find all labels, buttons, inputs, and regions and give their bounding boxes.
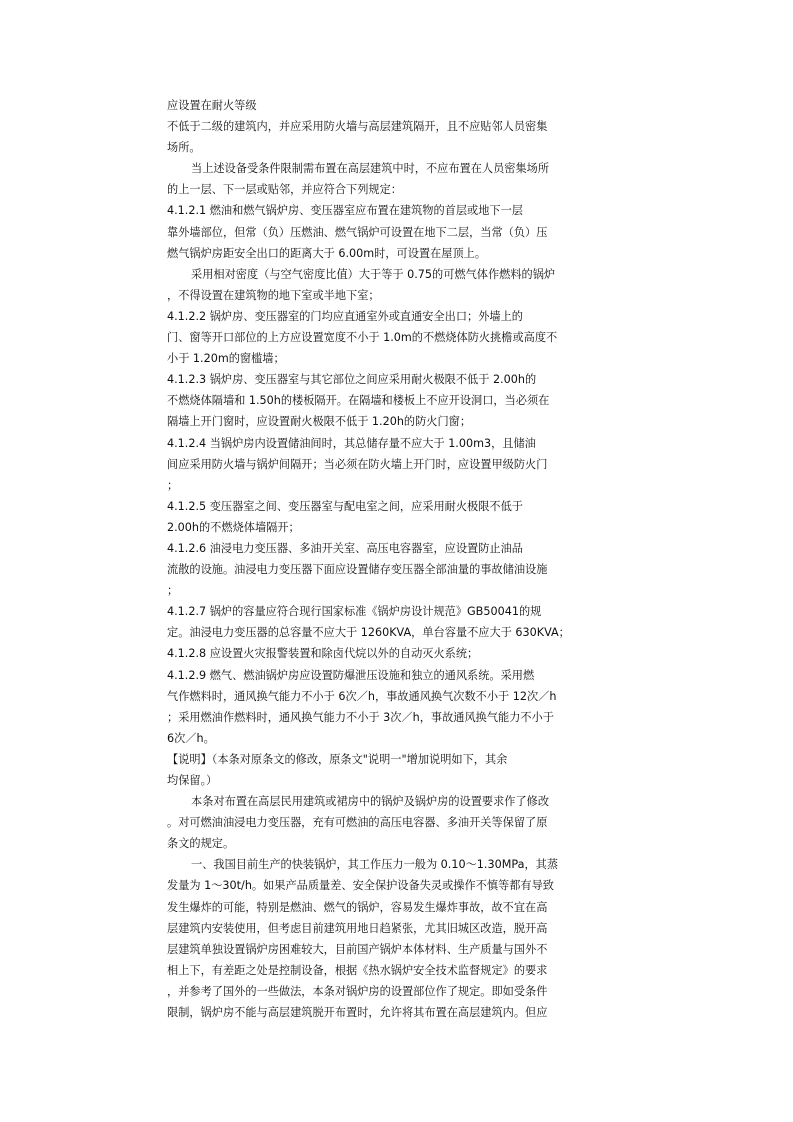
- text-line: 4.1.2.7 锅炉的容量应符合现行国家标准《锅炉房设计规范》GB50041的规: [167, 605, 542, 619]
- text-line: 不低于二级的建筑内，并应采用防火墙与高层建筑隔开，且不应贴邻人员密集: [167, 120, 548, 134]
- text-line: 发生爆炸的可能，特别是燃油、燃气的锅炉，容易发生爆炸事故，故不宜在高: [167, 900, 548, 914]
- document-body: [167, 95, 592, 1023]
- text-line: 的上一层、下一层或贴邻，并应符合下列规定：: [167, 183, 402, 197]
- text-line: 气作燃料时，通风换气能力不小于 6次／h，事故通风换气次数不小于 12次／h: [167, 689, 557, 703]
- text-line: ，并参考了国外的一些做法，本条对锅炉房的设置部位作了规定。即如受条件: [167, 984, 548, 998]
- text-line: 4.1.2.4 当锅炉房内设置储油间时，其总储存量不应大于 1.00m3，且储油: [167, 436, 536, 450]
- text-line: 当上述设备受条件限制需布置在高层建筑中时，不应布置在人员密集场所: [191, 162, 550, 176]
- text-line: 层建筑单独设置锅炉房困难较大，目前国产锅炉本体材料、生产质量与国外不: [167, 942, 548, 956]
- text-line: 隔墙上开门窗时，应设置耐火极限不低于 1.20h的防火门窗；: [167, 415, 472, 429]
- text-line: 均保留。）: [167, 774, 218, 787]
- text-line: 4.1.2.6 油浸电力变压器、多油开关室、高压电容器室，应设置防止油品: [167, 541, 523, 555]
- text-line: 4.1.2.9 燃气、燃油锅炉房应设置防爆泄压设施和独立的通风系统。采用燃: [167, 668, 535, 682]
- text-line: ；: [167, 478, 179, 492]
- text-line: 燃气锅炉房距安全出口的距离大于 6.00m时，可设置在屋顶上。: [167, 246, 487, 260]
- text-line: 间应采用防火墙与锅炉间隔开；当必须在防火墙上开门时，应设置甲级防火门: [167, 457, 548, 471]
- text-line: ；采用燃油作燃料时，通风换气能力不小于 3次／h，事故通风换气能力不小于: [167, 710, 554, 724]
- text-line: 一、我国目前生产的快装锅炉，其工作压力一般为 0.10～1.30MPa，其蒸: [191, 858, 559, 872]
- text-line: 2.00h的不燃烧体墙隔开；: [167, 520, 300, 534]
- text-line: ；: [167, 584, 179, 598]
- text-line: 相上下，有差距之处是控制设备，根据《热水锅炉安全技术监督规定》的要求: [167, 963, 548, 977]
- text-line: 应设置在耐火等级: [167, 99, 257, 112]
- text-line: ，不得设置在建筑物的地下室或半地下室；: [167, 288, 380, 302]
- text-line: 层建筑内安装使用，但考虑目前建筑用地日趋紧张，尤其旧城区改造，脱开高: [167, 921, 548, 935]
- text-line: 4.1.2.1 燃油和燃气锅炉房、变压器室应布置在建筑物的首层或地下一层: [167, 204, 523, 218]
- text-line: 。对可燃油油浸电力变压器，充有可燃油的高压电容器、多油开关等保留了原: [167, 816, 548, 830]
- text-line: 小于 1.20m的窗槛墙；: [167, 352, 285, 366]
- text-line: 发量为 1～30t/h。如果产品质量差、安全保护设备失灵或操作不慎等都有导致: [167, 879, 554, 893]
- text-line: 【说明】（本条对原条文的修改，原条文"说明一"增加说明如下，其余: [167, 752, 508, 766]
- text-line: 4.1.2.5 变压器室之间、变压器室与配电室之间，应采用耐火极限不低于: [167, 499, 523, 513]
- text-line: 6次／h。: [167, 731, 215, 745]
- text-line: 本条对布置在高层民用建筑或裙房中的锅炉及锅炉房的设置要求作了修改: [191, 795, 550, 809]
- text-line: 靠外墙部位，但常（负）压燃油、燃气锅炉可设置在地下二层，当常（负）压: [167, 225, 548, 239]
- text-line: 4.1.2.2 锅炉房、变压器室的门均应直通室外或直通安全出口；外墙上的: [167, 309, 523, 323]
- text-line: 场所。: [167, 141, 201, 155]
- text-line: 4.1.2.8 应设置火灾报警装置和除卤代烷以外的自动灭火系统；: [167, 647, 479, 661]
- text-line: 采用相对密度（与空气密度比值）大于等于 0.75的可燃气体作燃料的锅炉: [191, 267, 556, 281]
- text-line: 不燃烧体隔墙和 1.50h的楼板隔开。在隔墙和楼板上不应开设洞口，当必须在: [167, 394, 550, 408]
- text-line: 条文的规定。: [167, 837, 235, 851]
- text-line: 限制，锅炉房不能与高层建筑脱开布置时，允许将其布置在高层建筑内。但应: [167, 1006, 548, 1020]
- text-line: 4.1.2.3 锅炉房、变压器室与其它部位之间应采用耐火极限不低于 2.00h的: [167, 373, 537, 387]
- text-line: 流散的设施。油浸电力变压器下面应设置储存变压器全部油量的事故储油设施: [167, 563, 548, 577]
- text-line: 定。油浸电力变压器的总容量不应大于 1260KVA，单台容量不应大于 630KVA；: [167, 626, 570, 640]
- text-line: 门、窗等开口部位的上方应设置宽度不小于 1.0m的不燃烧体防火挑檐或高度不: [167, 331, 558, 345]
